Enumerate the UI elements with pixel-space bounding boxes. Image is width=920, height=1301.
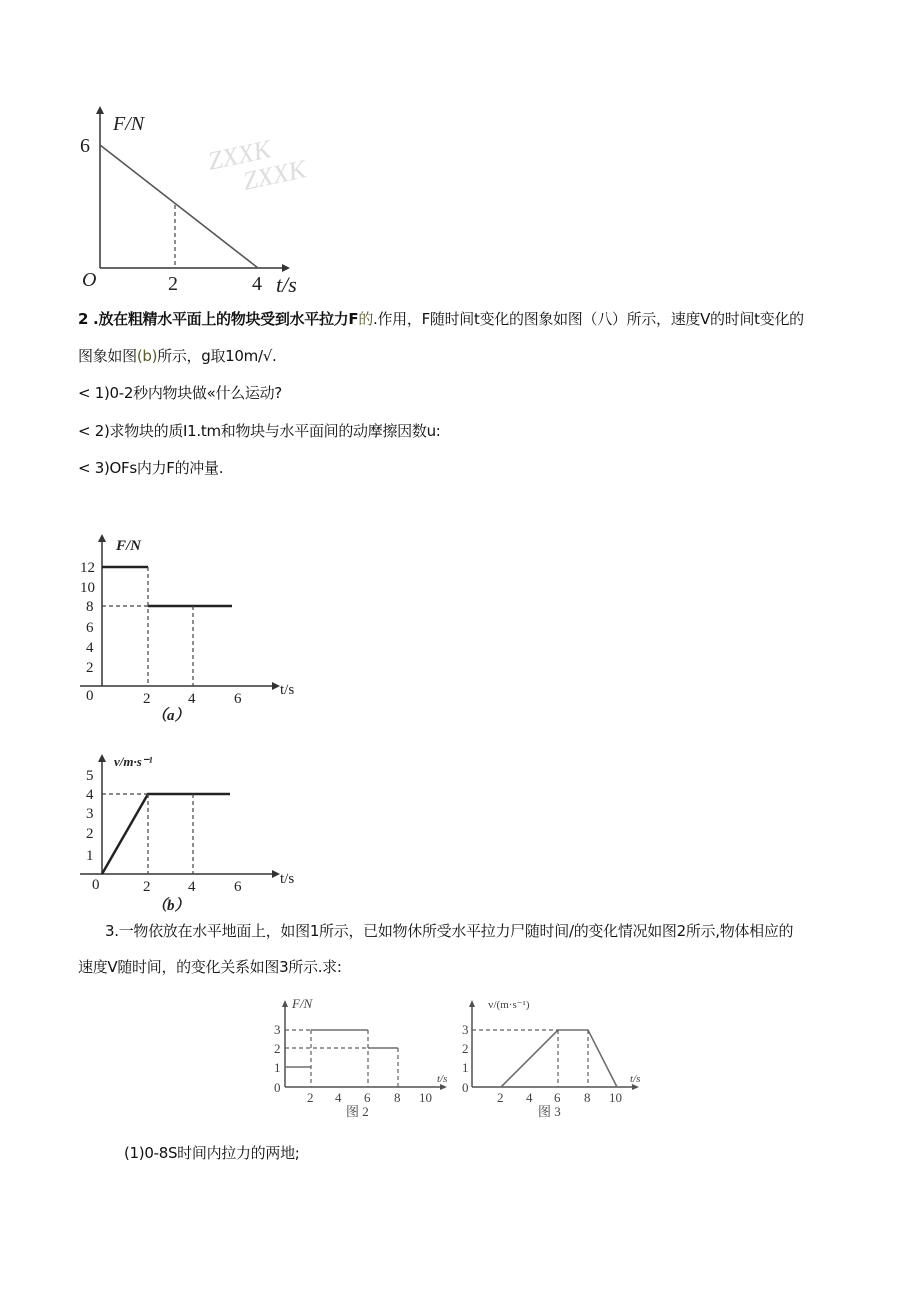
y-tick: 3 — [462, 1022, 469, 1037]
q2-text: 图象如图 — [78, 347, 137, 365]
y-tick: 2 — [462, 1041, 469, 1056]
y-label: F/N — [292, 996, 313, 1011]
x-tick: 6 — [234, 879, 242, 895]
y-tick: 4 — [86, 787, 94, 803]
q3-sub-1: (1)0-8S时间内拉力的两地; — [124, 1144, 300, 1162]
x-tick: 2 — [307, 1090, 314, 1105]
x-tick: 6 — [554, 1090, 561, 1105]
x-tick: 10 — [419, 1090, 432, 1105]
x-tick: 2 — [168, 273, 178, 295]
x-tick: 8 — [584, 1090, 591, 1105]
q2-sub-2: < 2)求物块的质I1.tm和物块与水平面间的动摩擦因数u: — [78, 422, 441, 440]
q2-text: 的 — [358, 310, 374, 328]
y-tick: 1 — [462, 1060, 469, 1075]
y-tick: 4 — [86, 640, 94, 656]
q3-line-2: 速度V随时间，的变化关系如图3所示.求: — [78, 958, 342, 976]
y-tick: 6 — [80, 135, 90, 157]
x-tick: 6 — [364, 1090, 371, 1105]
caption: 图 2 — [346, 1104, 369, 1119]
q3-line-1: 3.一物依放在水平地面上，如图1所示，已如物休所受水平拉力尸随时间/的变化情况如图2所示,物体相应的 — [105, 922, 794, 940]
y-tick: 2 — [274, 1041, 281, 1056]
origin-label: O — [82, 269, 97, 291]
y-tick: 5 — [86, 768, 94, 784]
x-label: t/s — [280, 871, 295, 887]
y-tick: 10 — [80, 580, 95, 596]
caption: （b） — [152, 898, 190, 914]
graph-1 — [80, 106, 310, 297]
y-tick: 6 — [86, 620, 94, 636]
q2-line-1 — [78, 308, 804, 329]
q2-text: (b) — [136, 347, 158, 365]
q2-text: 所示，g取10m/√. — [157, 347, 277, 365]
x-tick: 4 — [335, 1090, 342, 1105]
q2-text: .作用，F随时间t变化的图象如图（八）所示，速度V的时间t变化的 — [373, 310, 804, 328]
figure-3 — [462, 999, 640, 1119]
x-tick: 2 — [143, 691, 151, 707]
x-tick: 10 — [609, 1090, 622, 1105]
x-label: t/s — [630, 1073, 641, 1085]
x-tick: 4 — [188, 691, 196, 707]
y-tick: 0 — [274, 1080, 281, 1095]
y-tick: 2 — [86, 826, 94, 842]
y-tick: 12 — [80, 560, 95, 576]
y-label: F/N — [113, 113, 145, 135]
y-label: F/N — [116, 538, 142, 554]
y-tick: 8 — [86, 599, 94, 615]
figure-2 — [274, 996, 447, 1119]
y-label: v/(m·s⁻¹) — [488, 999, 530, 1011]
y-tick: 3 — [86, 806, 94, 822]
x-tick: 4 — [252, 273, 262, 295]
x-tick: 2 — [143, 879, 151, 895]
y-tick: 0 — [92, 877, 100, 893]
caption: 图 3 — [538, 1104, 561, 1119]
x-label: t/s — [276, 272, 297, 297]
y-tick: 0 — [86, 688, 94, 704]
y-tick: 1 — [86, 848, 94, 864]
x-tick: 4 — [188, 879, 196, 895]
caption: （a） — [152, 708, 190, 724]
watermark: ZXXK — [205, 134, 274, 176]
x-tick: 6 — [234, 691, 242, 707]
x-label: t/s — [437, 1073, 448, 1085]
q2-text: 2 .放在粗精水平面上的物块受到水平拉力F — [78, 310, 359, 328]
x-tick: 4 — [526, 1090, 533, 1105]
watermark: ZXXK — [240, 154, 309, 196]
y-tick: 3 — [274, 1022, 281, 1037]
y-label: v/m·s⁻¹ — [114, 754, 153, 769]
graph-b — [80, 754, 294, 914]
x-tick: 8 — [394, 1090, 401, 1105]
y-tick: 2 — [86, 660, 94, 676]
graph-a — [80, 534, 294, 724]
velocity-line — [102, 794, 230, 874]
y-tick: 1 — [274, 1060, 281, 1075]
x-label: t/s — [280, 682, 295, 698]
x-tick: 2 — [497, 1090, 504, 1105]
q2-line-2 — [78, 345, 276, 366]
y-tick: 0 — [462, 1080, 469, 1095]
q2-sub-3: < 3)OFs内力F的冲量. — [78, 459, 224, 477]
q2-sub-1: < 1)0-2秒内物块做«什么运动? — [78, 384, 282, 402]
